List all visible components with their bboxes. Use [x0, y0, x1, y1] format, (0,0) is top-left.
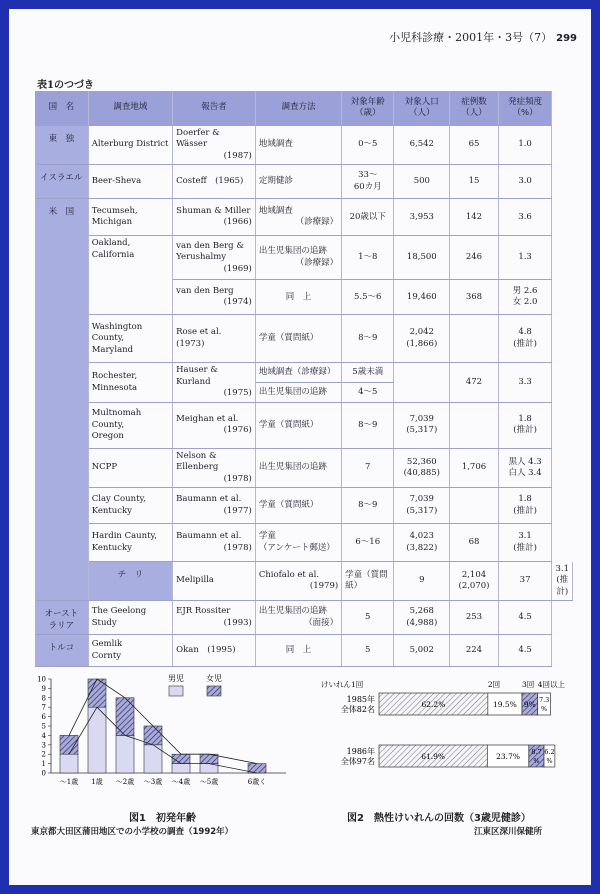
report-year: (1969) — [223, 263, 252, 274]
frequency-cell: 4.5 — [498, 635, 552, 667]
age-cell: 8～9 — [342, 402, 394, 448]
cases-cell: 37 — [498, 562, 552, 601]
cases-cell: 1,706 — [450, 448, 498, 487]
method-cell: 学童 （アンケート郵送） — [255, 524, 341, 562]
method-cell: 同 上 — [255, 280, 341, 315]
col-header: 対象年齢 （歳） — [342, 91, 394, 126]
data-label-unit: % — [533, 757, 540, 765]
report-year: (1966) — [223, 217, 252, 228]
frequency-cell: 男 2.6 女 2.0 — [498, 280, 552, 315]
x-tick-label: 6歳く — [247, 778, 267, 786]
report-year: (1976) — [223, 425, 252, 436]
population-cell: 5,268 (4,988) — [394, 601, 450, 635]
legend-label-boys: 男児 — [168, 674, 184, 683]
data-label: 9% — [523, 700, 536, 709]
bar-girls — [144, 726, 162, 745]
bar-boys — [60, 754, 78, 773]
report-year: (1993) — [223, 617, 252, 628]
age-cell: 6～16 — [342, 524, 394, 562]
figure1-subcaption: 東京都大田区蒲田地区での小学校の調査（1992年） — [31, 827, 234, 837]
area-cell: Oakland, California — [88, 236, 172, 315]
report-year: (1979) — [309, 581, 339, 592]
method-cell: 学童（質問紙） — [255, 488, 341, 524]
country-cell: 米 国 — [35, 199, 88, 601]
area-cell: Rochester, Minnesota — [88, 363, 172, 402]
row-label: 1986年 — [346, 747, 375, 756]
y-tick-label: 7 — [41, 703, 46, 712]
table-row — [35, 635, 573, 667]
age-cell: 1～8 — [342, 236, 394, 280]
reporter-cell — [173, 524, 256, 562]
area-cell: Washington County, Maryland — [88, 315, 172, 363]
table-row — [35, 524, 573, 562]
country-cell: チ リ — [88, 562, 172, 601]
reporter-name: Nelson & Ellenberg — [176, 450, 219, 473]
country-cell: 東 独 — [35, 126, 88, 165]
table-row — [35, 448, 573, 487]
reporter-cell — [173, 448, 256, 487]
reporter-cell — [173, 199, 256, 236]
age-cell: 9 — [394, 562, 450, 601]
method-cell: 定期健診 — [255, 165, 341, 199]
population-cell: 3,953 — [394, 199, 450, 236]
reporter-name: van den Berg — [176, 285, 234, 296]
data-label-unit: % — [541, 705, 548, 713]
report-year: (1977) — [223, 505, 252, 516]
bar-boys — [172, 764, 190, 773]
x-tick-label: ～4歳 — [171, 778, 191, 786]
table-row — [35, 363, 573, 383]
data-label: 7.3 — [538, 696, 550, 704]
age-cell: 7 — [342, 448, 394, 487]
method-text: 出生児集団の追跡 — [258, 246, 327, 257]
report-year: (1975) — [223, 388, 252, 399]
table-header-row — [35, 91, 573, 126]
reporter-cell — [255, 562, 341, 601]
frequency-cell: 3.0 — [498, 165, 552, 199]
method-cell: 地域調査（診療録） — [255, 363, 341, 383]
report-year: (1978) — [223, 542, 252, 553]
reporter-cell — [173, 280, 256, 315]
age-cell: 5 — [342, 601, 394, 635]
reporter-cell — [173, 601, 256, 635]
figure2-credit: 江東区深川保健所 — [474, 827, 543, 837]
population-cell: 7,039 (5,317) — [394, 488, 450, 524]
method-cell: 地域調査 — [255, 126, 341, 165]
population-cell: 6,542 — [394, 126, 450, 165]
frequency-cell: 3.6 — [498, 199, 552, 236]
category-label: 3回 — [521, 680, 535, 689]
y-tick-label: 0 — [41, 769, 46, 778]
age-cell: 8～9 — [342, 315, 394, 363]
table-row — [35, 126, 573, 165]
cases-cell — [450, 488, 498, 524]
col-header: 対象人口 （人） — [394, 91, 450, 126]
bar-girls — [116, 698, 134, 736]
area-cell: Tecumseh, Michigan — [88, 199, 172, 236]
category-label: 2回 — [487, 680, 501, 689]
frequency-cell: 1.3 — [498, 236, 552, 280]
method-cell — [255, 601, 341, 635]
method-cell: 学童（質問紙） — [255, 402, 341, 448]
population-cell: 7,039 (5,317) — [394, 402, 450, 448]
area-cell: Clay County, Kentucky — [88, 488, 172, 524]
x-tick-label: ～5歳 — [199, 778, 219, 786]
table-row — [35, 165, 573, 199]
area-cell: Gemlik Cornty — [88, 635, 172, 667]
area-cell: Beer-Sheva — [88, 165, 172, 199]
reporter-name: Hauser & Kurland — [176, 365, 218, 387]
cases-cell: 68 — [450, 524, 498, 562]
population-cell: 5,002 — [394, 635, 450, 667]
report-year: (1974) — [223, 297, 252, 308]
table-caption: 表1のつづき — [37, 80, 94, 91]
age-cell: 4～5 — [342, 383, 394, 403]
table-row — [35, 315, 573, 363]
method-cell: 出生児集団の追跡 — [255, 383, 341, 403]
legend-swatch-boys — [169, 686, 183, 696]
col-header: 発症頻度 （%） — [498, 91, 552, 126]
frequency-cell: 3.1 (推計) — [498, 524, 552, 562]
col-header: 症例数 （人） — [450, 91, 498, 126]
cases-cell: 368 — [450, 280, 498, 315]
table-row — [35, 562, 573, 601]
legend-label-girls: 女児 — [206, 674, 222, 683]
page-number: 299 — [556, 33, 577, 44]
method-text: 出生児集団の追跡 — [258, 606, 327, 617]
age-cell: 5歳未満 — [342, 363, 394, 383]
age-cell: 5 — [342, 635, 394, 667]
reporter-name: Meighan et al. — [176, 413, 239, 424]
table-row — [35, 488, 573, 524]
cases-cell: 65 — [450, 126, 498, 165]
age-cell: 5.5～6 — [342, 280, 394, 315]
col-header: 報告者 — [173, 91, 256, 126]
x-tick-label: ～1歳 — [59, 778, 79, 786]
reporter-name: Shuman & Miller — [176, 205, 251, 216]
x-tick-label: 1歳 — [91, 778, 103, 786]
population-cell: 500 — [394, 165, 450, 199]
area-cell: Melipilla — [173, 562, 256, 601]
y-tick-label: 6 — [41, 713, 46, 722]
table-row — [35, 402, 573, 448]
population-cell: 52,360 (40,885) — [394, 448, 450, 487]
reporter-cell — [173, 488, 256, 524]
reporter-cell — [173, 126, 256, 165]
cases-cell: 472 — [450, 363, 498, 402]
running-header — [389, 29, 577, 45]
method-cell: 同 上 — [255, 635, 341, 667]
reporter-name: van den Berg & Yerushalmy — [176, 240, 244, 263]
y-tick-label: 9 — [41, 684, 46, 693]
area-cell: Hardin Caunty, Kentucky — [88, 524, 172, 562]
method-cell: 学童（質問紙） — [342, 562, 394, 601]
cases-cell: 253 — [450, 601, 498, 635]
cases-cell: 246 — [450, 236, 498, 280]
method-note: （診療録） — [295, 217, 339, 228]
method-cell — [255, 199, 341, 236]
method-cell: 学童（質問紙） — [255, 315, 341, 363]
frequency-cell: 1.0 — [498, 126, 552, 165]
reporter-cell — [173, 402, 256, 448]
age-cell: 8～9 — [342, 488, 394, 524]
reporter-cell — [173, 236, 256, 280]
data-label-unit: % — [546, 757, 553, 765]
country-cell: イスラエル — [35, 165, 88, 199]
population-cell — [394, 363, 450, 402]
data-label: 8.7 — [531, 748, 542, 756]
cases-cell — [450, 402, 498, 448]
category-label: けいれん1回 — [321, 680, 364, 689]
frequency-cell: 4.8 (推計) — [498, 315, 552, 363]
reporter-name: Baumann et al. — [176, 531, 242, 542]
data-label: 19.5% — [492, 700, 517, 709]
method-cell: 出生児集団の追跡 — [255, 448, 341, 487]
age-cell: 20歳以下 — [342, 199, 394, 236]
col-header: 調査地域 — [88, 91, 172, 126]
bar-girls — [60, 735, 78, 754]
table-row — [35, 236, 573, 280]
area-cell: Multnomah County, Oregon — [88, 402, 172, 448]
reporter-name: Chiofalo et al. — [258, 569, 320, 580]
col-header: 調査方法 — [255, 91, 341, 126]
area-cell: Alterburg District — [88, 126, 172, 165]
bar-boys — [116, 735, 134, 773]
report-year: (1978) — [223, 473, 252, 484]
reporter-cell: Rose et al. (1973) — [173, 315, 256, 363]
frequency-cell: 1.8 (推計) — [498, 402, 552, 448]
x-tick-label: ～2歳 — [115, 778, 135, 786]
data-label: 23.7% — [496, 752, 520, 761]
reporter-name: Baumann et al. — [176, 494, 242, 505]
figure1-caption: 図1 初発年齢 — [129, 813, 196, 824]
method-text: 地域調査 — [258, 205, 293, 216]
frequency-cell: 黒人 4.3 白人 3.4 — [498, 448, 552, 487]
reporter-name: Doerfer & Wässer — [176, 128, 220, 150]
age-cell: 0～5 — [342, 126, 394, 165]
age-cell: 33～ 60カ月 — [342, 165, 394, 199]
population-cell: 2,042 (1,866) — [394, 315, 450, 363]
population-cell: 18,500 — [394, 236, 450, 280]
method-cell — [255, 236, 341, 280]
document-page — [9, 9, 591, 885]
category-label: 4回以上 — [537, 680, 566, 689]
y-tick-label: 3 — [41, 741, 46, 750]
method-note: （診療録） — [295, 257, 339, 268]
country-cell: トルコ — [35, 635, 88, 667]
method-note: （面接） — [304, 617, 339, 628]
country-cell: オースト ラリア — [35, 601, 88, 635]
x-tick-label: ～3歳 — [143, 778, 163, 786]
reporter-name: EJR Rossiter — [176, 606, 231, 617]
population-cell: 19,460 — [394, 280, 450, 315]
figure2-caption: 図2 熱性けいれんの回数（3歳児健診） — [347, 813, 531, 824]
legend-swatch-girls — [207, 686, 221, 696]
reporter-cell: Okan (1995) — [173, 635, 256, 667]
table-row — [35, 199, 573, 236]
population-cell: 4,023 (3,822) — [394, 524, 450, 562]
cases-cell: 224 — [450, 635, 498, 667]
cases-cell: 15 — [450, 165, 498, 199]
journal-info: 小児科診療・2001年・3号（7） — [389, 31, 553, 44]
report-year: (1987) — [223, 150, 252, 161]
cases-cell: 142 — [450, 199, 498, 236]
area-cell: The Geelong Study — [88, 601, 172, 635]
frequency-cell: 3.1 (推計) — [552, 562, 573, 601]
data-label: 61.9% — [421, 752, 446, 761]
y-tick-label: 2 — [41, 750, 46, 759]
data-label: 62.2% — [421, 700, 446, 709]
frequency-cell: 4.5 — [498, 601, 552, 635]
y-tick-label: 1 — [41, 760, 46, 769]
reporter-cell: Costeff (1965) — [173, 165, 256, 199]
row-label: 1985年 — [346, 695, 375, 704]
y-tick-label: 10 — [37, 675, 46, 684]
y-tick-label: 5 — [41, 722, 46, 731]
population-cell: 2,104 (2,070) — [450, 562, 498, 601]
area-cell: NCPP — [88, 448, 172, 487]
survey-table — [35, 91, 573, 667]
table-row — [35, 601, 573, 635]
reporter-cell — [173, 363, 256, 402]
frequency-cell: 1.8 (推計) — [498, 488, 552, 524]
col-header: 国 名 — [35, 91, 88, 126]
row-label: 全体82名 — [340, 705, 375, 714]
cases-cell — [450, 315, 498, 363]
data-label: 6.2 — [544, 748, 555, 756]
y-tick-label: 8 — [41, 694, 46, 703]
frequency-cell: 3.3 — [498, 363, 552, 402]
y-tick-label: 4 — [41, 731, 46, 740]
row-label: 全体97名 — [340, 757, 375, 766]
